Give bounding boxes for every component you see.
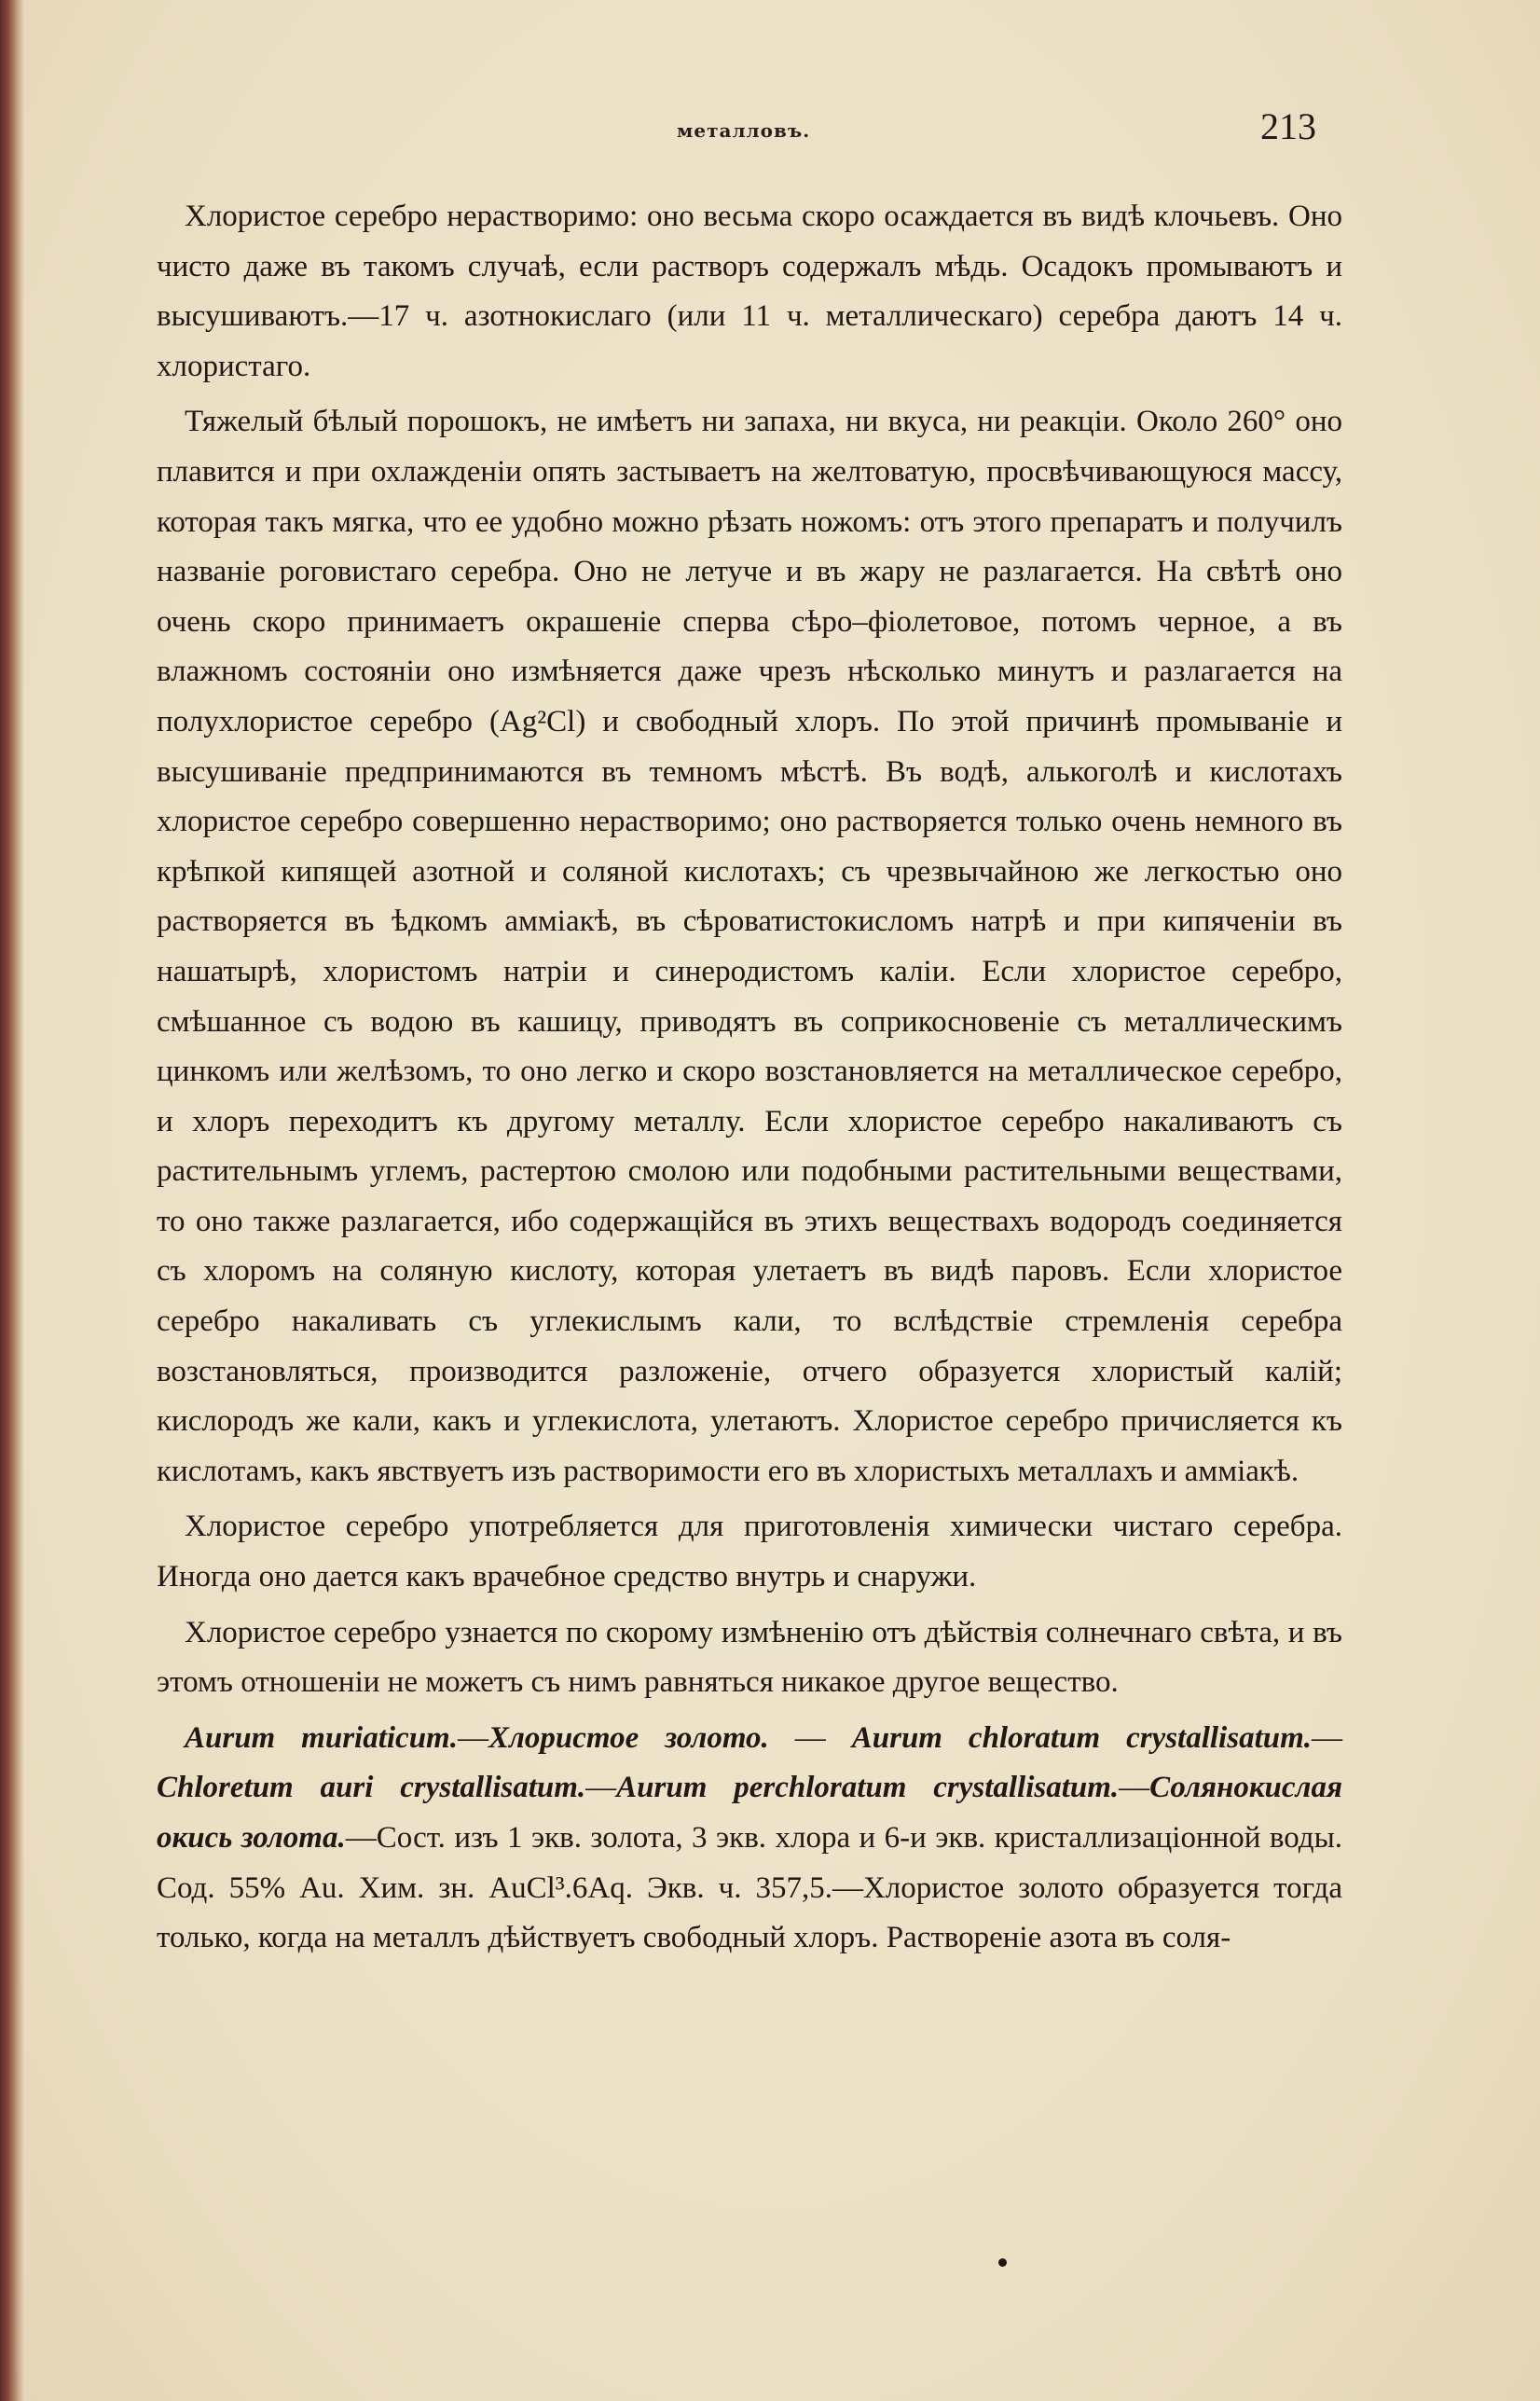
latin-name-chloretum-auri: Chloretum auri crystallisatum. <box>157 1771 586 1805</box>
latin-name-aurum-muriaticum: Aurum muriaticum. <box>185 1720 458 1755</box>
russian-name-gold-chloride: Хлористое золото. <box>488 1720 769 1755</box>
dash-separator: — <box>768 1720 852 1755</box>
page-number: 213 <box>1260 105 1316 147</box>
paragraph-silver-chloride-uses: Хлористое серебро употребляется для приготовленія химически чистаго серебра. Иногда оно дается какъ врачебное средство внутрь и снаружи. <box>157 1510 1342 1594</box>
russian-name-gold-oxide-hydrochloric: Солянокислая окись золота. <box>157 1771 1342 1855</box>
page-header <box>0 101 1540 157</box>
dash-separator: — <box>457 1720 488 1755</box>
aurum-description: —Сост. изъ 1 экв. золота, 3 экв. хлора и 6-и экв. кристаллизаціонной воды. Сод. 55% Au. Хим. зн. AuCl³.6Aq. Экв. ч. 357,5.—Хлористое золото образуется тогда только, когда на металлъ дѣйствуетъ свободный хлоръ. Растворенie азота въ соля- <box>157 1821 1342 1955</box>
book-binding-edge <box>0 0 24 2401</box>
running-head: металловъ. <box>677 119 811 142</box>
latin-name-aurum-chloratum: Aurum chloratum crystallisatum. <box>851 1720 1313 1755</box>
paragraph-silver-chloride-properties: Тяжелый бѣлый порошокъ, не имѣетъ ни запаха, ни вкуса, ни реакціи. Около 260° оно плавится и при охлажденіи опять застываетъ на желтоватую, просвѣчивающуюся массу, которая такъ мягка, что ее удобно можно рѣзать ножомъ: отъ этого препаратъ и получилъ названіе роговистаго серебра. Оно не летуче и въ жару не разлагается. На свѣтѣ оно очень скоро принимаетъ окрашеніе сперва сѣро–фіолетовое, потомъ черное, а въ влажномъ состояніи оно измѣняется даже чрезъ нѣсколько минутъ и разлагается на полухлористое серебро (Ag²Cl) и свободный хлоръ. По этой причинѣ промываніе и высушиваніе предпринимаются въ темномъ мѣстѣ. Въ водѣ, алькоголѣ и кислотахъ хлористое серебро совершенно нерастворимо; оно растворяется только очень немного въ крѣпкой кипящей азотной и соляной кислотахъ; съ чрезвычайною же легкостью оно растворяется въ ѣдкомъ амміакѣ, въ сѣроватистокисломъ натрѣ и при кипяченіи въ нашатырѣ, хлористомъ натріи и синеродистомъ каліи. Если хлористое серебро, смѣшанное съ водою въ кашицу, приводятъ въ соприкосновеніе съ металлическимъ цинкомъ или желѣзомъ, то оно легко и скоро возстановляется на металлическое серебро, и хлоръ переходитъ къ другому металлу. Если хлористое серебро накаливаютъ съ растительнымъ углемъ, растертою смолою или подобными растительными веществами, то оно также разлагается, ибо содержащійся въ этихъ веществахъ водородъ соединяется съ хлоромъ на соляную кислоту, которая улетаетъ въ видѣ паровъ. Если хлористое серебро накаливать съ углекислымъ кали, то вслѣдствіе стремленія серебра возстановляться, производится разложеніе, отчего образуется хлористый калій; кислородъ же кали, какъ и углекислота, улетаютъ. Хлористое серебро причисляется къ кислотамъ, какъ явствуетъ изъ растворимости его въ хлористыхъ металлахъ и амміакѣ. <box>157 405 1342 1488</box>
dash-separator: — <box>1312 1720 1343 1755</box>
ink-spot <box>998 2258 1007 2267</box>
dash-separator: — <box>585 1771 617 1805</box>
paragraph-silver-chloride-insoluble: Хлористое серебро нерастворимо: оно весьма скоро осаждается въ видѣ клочьевъ. Оно чисто даже въ такомъ случаѣ, если растворъ содержалъ мѣдь. Осадокъ промываютъ и высушиваютъ.—17 ч. азотнокислаго (или 11 ч. металлическаго) серебра даютъ 14 ч. хлористаго. <box>157 200 1342 383</box>
latin-name-aurum-perchloratum: Aurum perchloratum crystallisatum. <box>616 1771 1120 1805</box>
paragraph-aurum-muriaticum <box>157 1714 1342 1964</box>
paragraph-silver-chloride-identification: Хлористое серебро узнается по скорому измѣненію отъ дѣйствія солнечнаго свѣта, и въ этомъ отношеніи не можетъ съ нимъ равняться никакое другое вещество. <box>157 1615 1342 1700</box>
page-body <box>157 192 1342 1964</box>
dash-separator: — <box>1119 1771 1150 1805</box>
